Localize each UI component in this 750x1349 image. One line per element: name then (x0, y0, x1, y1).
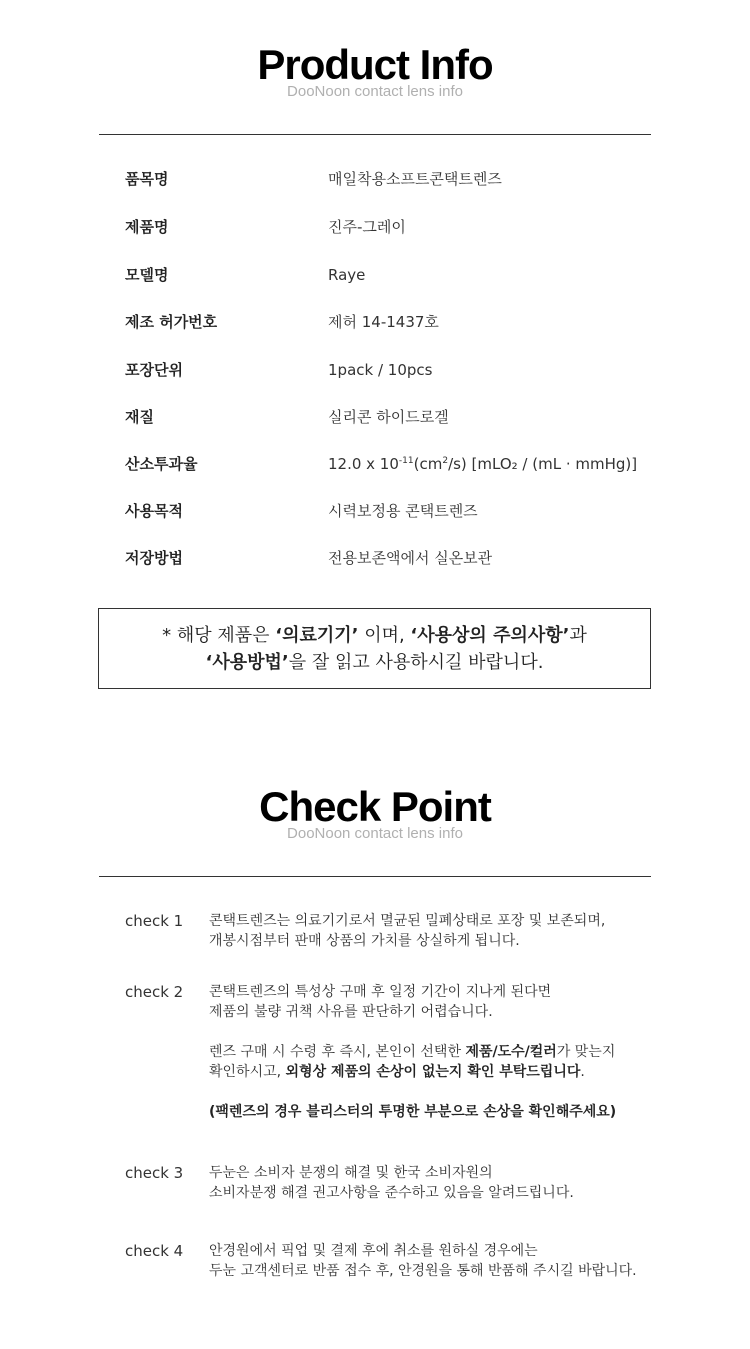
check-line (209, 1062, 669, 1082)
notice-text: * 해당 제품은 (162, 625, 276, 646)
info-row-material (125, 405, 665, 429)
check-label: check 1 (125, 912, 184, 930)
info-value: 매일착용소프트콘택트렌즈 (328, 170, 502, 188)
info-row-product-name (125, 215, 665, 239)
info-value (328, 452, 637, 476)
check-point-subtitle: DooNoon contact lens info (287, 825, 463, 842)
info-label: 제품명 (125, 218, 169, 236)
info-label: 품목명 (125, 170, 169, 188)
info-label: 사용목적 (125, 502, 183, 520)
check-line: 안경원에서 픽업 및 결제 후에 취소를 원하실 경우에는 (209, 1243, 538, 1259)
check-line (209, 1042, 669, 1062)
check-line: 두눈은 소비자 분쟁의 해결 및 한국 소비자원의 (209, 1165, 493, 1181)
check-line-text: 확인하시고, (209, 1064, 286, 1080)
notice-emphasis: ‘사용상의 주의사항’ (410, 625, 570, 646)
notice-text: 과 (569, 625, 587, 646)
notice-emphasis: ‘의료기기’ (275, 625, 359, 646)
info-label: 저장방법 (125, 549, 183, 567)
product-info-title: Product Info (257, 41, 493, 88)
permeability-unit-start: (cm (413, 455, 443, 473)
info-label: 모델명 (125, 266, 169, 284)
check-line-emphasis: 외형상 제품의 손상이 없는지 확인 부탁드립니다 (285, 1064, 581, 1080)
check-line: 콘택트렌즈의 특성상 구매 후 일정 기간이 지나게 된다면 (209, 984, 552, 1000)
info-label: 산소투과율 (125, 455, 198, 473)
check-line: 소비자분쟁 해결 권고사항을 준수하고 있음을 알려드립니다. (209, 1185, 574, 1201)
info-label: 재질 (125, 408, 154, 426)
info-value: 전용보존액에서 실온보관 (328, 549, 493, 567)
info-label: 제조 허가번호 (125, 313, 218, 331)
info-row-item-name (125, 167, 665, 191)
info-value: 제허 14-1437호 (328, 313, 439, 331)
info-row-permit-number (125, 310, 665, 334)
info-label: 포장단위 (125, 361, 183, 379)
check-line: 개봉시점부터 판매 상품의 가치를 상실하게 됩니다. (209, 933, 520, 949)
check-line: 콘택트렌즈는 의료기기로서 멸균된 밀폐상태로 포장 및 보존되며, (209, 913, 606, 929)
product-info-divider (99, 134, 651, 135)
check-point-divider (99, 876, 651, 877)
info-value: Raye (328, 266, 366, 284)
info-row-storage (125, 546, 665, 570)
check-label: check 4 (125, 1242, 184, 1260)
check-line: 두눈 고객센터로 반품 접수 후, 안경원을 통해 반품해 주시길 바랍니다. (209, 1263, 637, 1279)
notice-emphasis: ‘사용방법’ (205, 652, 289, 673)
permeability-base: 12.0 x 10 (328, 455, 399, 473)
info-row-model-name (125, 263, 665, 287)
check-line-emphasis: 제품/도수/컬러 (465, 1044, 557, 1060)
info-value: 1pack / 10pcs (328, 361, 433, 379)
info-value: 진주-그레이 (328, 218, 406, 236)
check-text (209, 911, 669, 951)
permeability-exponent: -11 (398, 456, 414, 466)
check-text (209, 1163, 669, 1203)
medical-device-notice (98, 608, 651, 689)
check-line-text: . (580, 1064, 585, 1080)
check-label: check 3 (125, 1164, 184, 1182)
check-point-title: Check Point (259, 783, 491, 830)
check-line (209, 1102, 669, 1122)
check-line: 제품의 불량 귀책 사유를 판단하기 어렵습니다. (209, 1004, 493, 1020)
notice-line-1 (99, 622, 650, 649)
info-value: 시력보정용 콘택트렌즈 (328, 502, 478, 520)
info-value: 실리콘 하이드로겔 (328, 408, 449, 426)
check-line-emphasis: (팩렌즈의 경우 블리스터의 투명한 부분으로 손상을 확인해주세요) (209, 1104, 617, 1120)
notice-line-2 (99, 649, 650, 676)
info-row-package-unit (125, 358, 665, 382)
check-text (209, 1241, 669, 1281)
check-label: check 2 (125, 983, 184, 1001)
check-line-text: 렌즈 구매 시 수령 후 즉시, 본인이 선택한 (209, 1044, 466, 1060)
info-row-oxygen-permeability (125, 452, 665, 476)
permeability-unit-end: /s) [mLO₂ / (mL · mmHg)] (448, 455, 638, 473)
notice-text: 이며, (358, 625, 411, 646)
check-text (209, 982, 669, 1122)
notice-text: 을 잘 읽고 사용하시길 바랍니다. (288, 652, 544, 673)
product-info-subtitle: DooNoon contact lens info (287, 83, 463, 100)
info-row-purpose (125, 499, 665, 523)
check-line-text: 가 맞는지 (556, 1044, 616, 1060)
permeability-unit-exponent: 2 (442, 456, 449, 466)
